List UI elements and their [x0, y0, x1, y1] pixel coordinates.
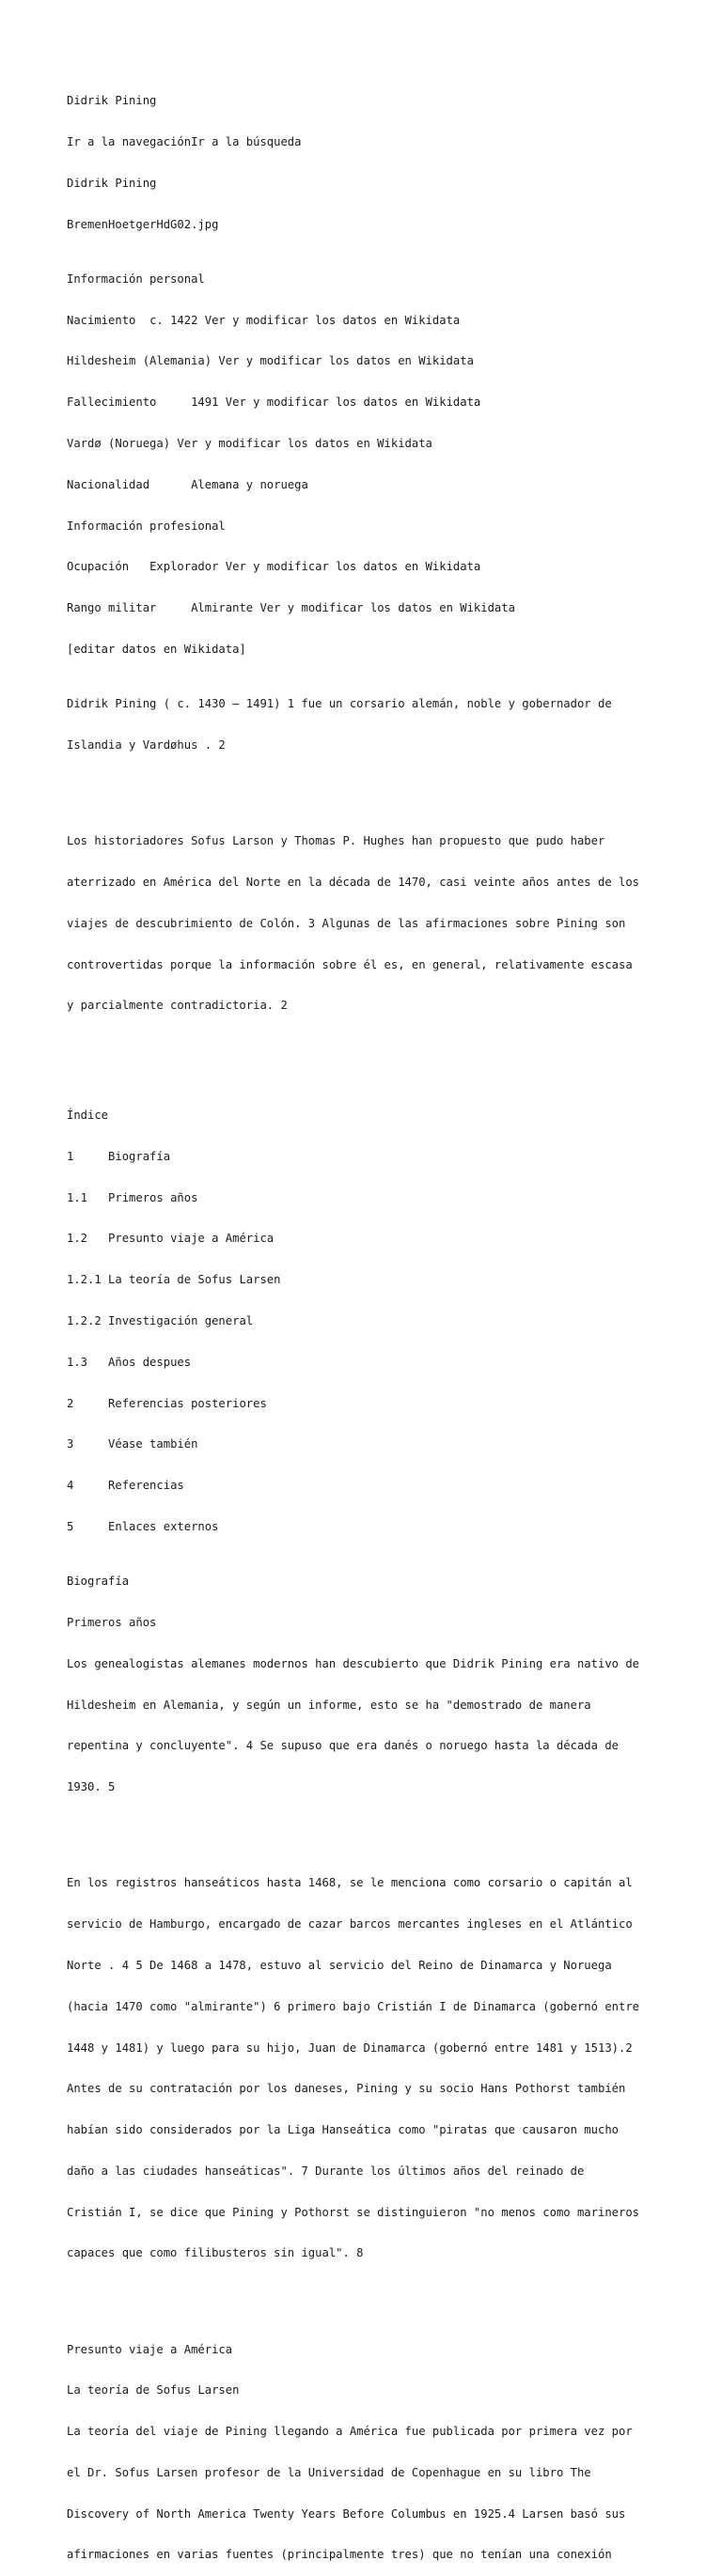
- toc-label: Véase también: [108, 1437, 198, 1451]
- paragraph-line: Los historiadores Sofus Larson y Thomas P. Hughes han propuesto que pudo haber: [67, 834, 605, 848]
- nationality-value: Alemana y noruega: [191, 477, 308, 491]
- toc-number: 1.2.1: [67, 1273, 102, 1287]
- paragraph-line: Antes de su contratación por los daneses, Pining y su socio Hans Pothorst también: [67, 2082, 626, 2096]
- toc-item[interactable]: [67, 1191, 668, 1205]
- paragraph-line: habían sido considerados por la Liga Hanseática como "piratas que causaron mucho: [67, 2123, 619, 2137]
- spacer: [67, 1040, 668, 1067]
- nationality-label: Nacionalidad: [67, 477, 150, 491]
- toc-number: 1.2: [67, 1232, 88, 1246]
- toc-item[interactable]: [67, 1520, 668, 1534]
- section-heading-teoria-larsen: La teoría de Sofus Larsen: [67, 2383, 240, 2398]
- occupation-value: Explorador Ver y modificar los datos en Wikidata: [149, 560, 481, 574]
- section-heading-primeros-anos: Primeros años: [67, 1616, 157, 1630]
- birth-label: Nacimiento: [67, 313, 136, 327]
- spacer: [67, 780, 668, 794]
- rank-value: Almirante Ver y modificar los datos en Wikidata: [191, 601, 515, 615]
- paragraph-line: En los registros hanseáticos hasta 1468, se le menciona como corsario o capitán al: [67, 1876, 633, 1890]
- toc-item[interactable]: [67, 1437, 668, 1451]
- infobox-birth-place: Hildesheim (Alemania) Ver y modificar los datos en Wikidata: [67, 354, 474, 368]
- toc-label: La teoría de Sofus Larsen: [108, 1273, 281, 1287]
- toc-item[interactable]: [67, 1150, 668, 1164]
- spacer: [67, 2288, 668, 2302]
- toc-label: Presunto viaje a América: [108, 1232, 275, 1246]
- toc-title: Índice: [67, 1109, 109, 1123]
- toc-label: Primeros años: [108, 1190, 198, 1204]
- intro-line: Islandia y Vardøhus . 2: [67, 738, 226, 753]
- paragraph-line: Cristián I, se dice que Pining y Pothorst se distinguieron "no menos como marineros: [67, 2205, 640, 2219]
- infobox-nationality-row: [67, 478, 668, 492]
- toc-label: Biografía: [108, 1149, 171, 1163]
- paragraph-line: 1930. 5: [67, 1780, 116, 1794]
- paragraph-line: afirmaciones en varias fuentes (principalmente tres) que no tenían una conexión: [67, 2548, 612, 2562]
- section-heading-presunto-viaje: Presunto viaje a América: [67, 2342, 233, 2356]
- paragraph-line: servicio de Hamburgo, encargado de cazar barcos mercantes ingleses en el Atlántico: [67, 1917, 633, 1932]
- toc-number: 1.2.2: [67, 1314, 102, 1328]
- article-heading: Didrik Pining: [67, 176, 157, 190]
- toc-label: Referencias: [108, 1479, 184, 1493]
- paragraph-line: Discovery of North America Twenty Years Before Columbus en 1925.4 Larsen basó sus: [67, 2506, 626, 2521]
- toc-item[interactable]: [67, 1397, 668, 1411]
- paragraph-line: capaces que como filibusteros sin igual". 8: [67, 2246, 364, 2260]
- paragraph-line: daño a las ciudades hanseáticas". 7 Durante los últimos años del reinado de: [67, 2164, 585, 2178]
- image-filename[interactable]: BremenHoetgerHdG02.jpg: [67, 217, 219, 231]
- toc-item[interactable]: [67, 1314, 668, 1328]
- toc-number: 2: [67, 1396, 74, 1410]
- edit-wikidata-link[interactable]: [editar datos en Wikidata]: [67, 642, 246, 656]
- infobox-rank-row: [67, 601, 668, 615]
- toc-number: 1.1: [67, 1190, 88, 1204]
- intro-line: Didrik Pining ( c. 1430 – 1491) 1 fue un corsario alemán, noble y gobernador de: [67, 697, 612, 711]
- death-value: 1491 Ver y modificar los datos en Wikidata: [191, 396, 481, 410]
- paragraph-line: controvertidas porque la información sobre él es, en general, relativamente escasa: [67, 957, 633, 971]
- toc-number: 3: [67, 1437, 74, 1451]
- paragraph-line: Norte . 4 5 De 1468 a 1478, estuvo al servicio del Reino de Dinamarca y Noruega: [67, 1958, 612, 1972]
- infobox-birth-row: [67, 314, 668, 328]
- paragraph-line: el Dr. Sofus Larsen profesor de la Universidad de Copenhague en su libro The: [67, 2465, 591, 2479]
- spacer: [67, 1822, 668, 1836]
- infobox-death-row: [67, 396, 668, 410]
- infobox-death-place: Vardø (Noruega) Ver y modificar los datos en Wikidata: [67, 437, 432, 451]
- toc-label: Enlaces externos: [108, 1519, 219, 1533]
- paragraph-line: y parcialmente contradictoria. 2: [67, 999, 288, 1013]
- paragraph-line: 1448 y 1481) y luego para su hijo, Juan de Dinamarca (gobernó entre 1481 y 1513).2: [67, 2041, 633, 2055]
- paragraph-line: viajes de descubrimiento de Colón. 3 Algunas de las afirmaciones sobre Pining son: [67, 916, 626, 930]
- toc-number: 1.3: [67, 1355, 88, 1369]
- toc-label: Investigación general: [108, 1314, 254, 1328]
- paragraph-line: Hildesheim en Alemania, y según un informe, esto se ha "demostrado de manera: [67, 1698, 591, 1712]
- toc-item[interactable]: [67, 1232, 668, 1246]
- document-title: Didrik Pining: [67, 94, 157, 108]
- toc-label: Años despues: [108, 1355, 192, 1369]
- paragraph-line: (hacia 1470 como "almirante") 6 primero bajo Cristián I de Dinamarca (gobernó entre: [67, 1999, 640, 2013]
- paragraph-line: repentina y concluyente". 4 Se supuso que era danés o noruego hasta la década de: [67, 1739, 619, 1753]
- document-page: [67, 67, 668, 2576]
- skip-navigation-links[interactable]: Ir a la navegaciónIr a la búsqueda: [67, 134, 302, 148]
- infobox-personal-header: Información personal: [67, 272, 205, 286]
- paragraph-line: Los genealogistas alemanes modernos han descubierto que Didrik Pining era nativo de: [67, 1656, 640, 1670]
- birth-value: c. 1422 Ver y modificar los datos en Wikidata: [149, 313, 461, 327]
- infobox-professional-header: Información profesional: [67, 519, 226, 533]
- toc-label: Referencias posteriores: [108, 1396, 267, 1410]
- toc-number: 5: [67, 1519, 74, 1533]
- toc-item[interactable]: [67, 1273, 668, 1287]
- infobox-occupation-row: [67, 560, 668, 574]
- paragraph-line: aterrizado en América del Norte en la década de 1470, casi veinte años antes de los: [67, 876, 640, 890]
- rank-label: Rango militar: [67, 601, 157, 615]
- occupation-label: Ocupación: [67, 560, 130, 574]
- toc-number: 1: [67, 1149, 74, 1163]
- toc-number: 4: [67, 1479, 74, 1493]
- death-label: Fallecimiento: [67, 396, 157, 410]
- section-heading-biografia: Biografía: [67, 1575, 130, 1589]
- toc-item[interactable]: [67, 1479, 668, 1493]
- toc-item[interactable]: [67, 1356, 668, 1370]
- paragraph-line: La teoría del viaje de Pining llegando a América fue publicada por primera vez por: [67, 2425, 633, 2439]
